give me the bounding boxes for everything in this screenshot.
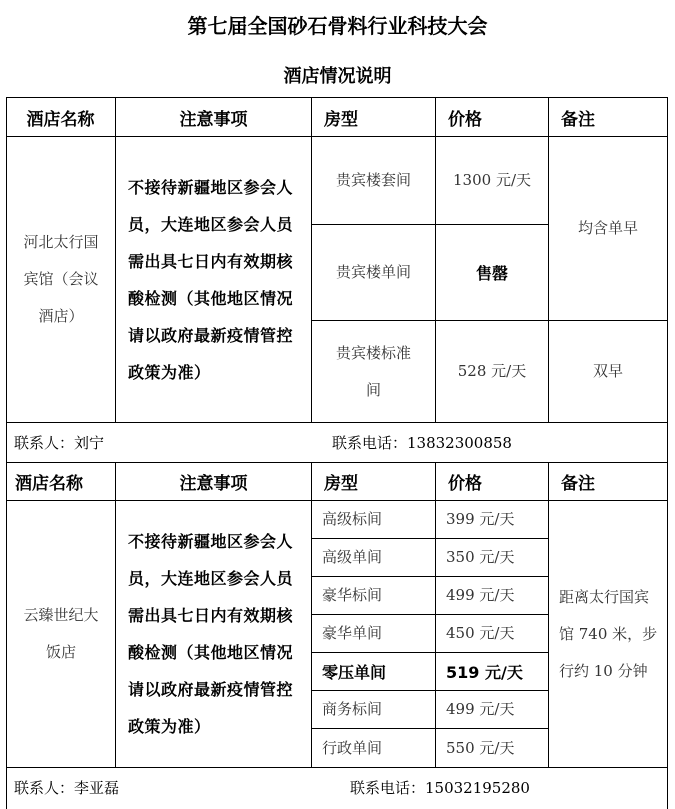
hotel1-contact: 联系人：刘宁 — [14, 434, 105, 452]
header-hotel-name: 酒店名称 — [26, 109, 95, 130]
hotel1-name: 河北太行国宾馆（会议酒店） — [23, 233, 99, 325]
document-subtitle: 酒店情况说明 — [283, 66, 392, 87]
table-line-hotel1-bottom — [6, 422, 668, 423]
hotel2-remark: 距离太行国宾馆 740 米，步行约 10 分钟 — [559, 587, 658, 680]
hotel1-room-type: 贵宾楼套间 — [335, 171, 411, 189]
hotel2-room-type: 商务标间 — [322, 700, 383, 718]
hotel2-contact: 联系人：李亚磊 — [14, 779, 120, 797]
table-line-hotel2-bottom — [6, 767, 668, 768]
hotel2-room-type: 行政单间 — [322, 738, 383, 757]
hotel1-room-price: 1300 元/天 — [453, 171, 531, 189]
hotel2-room-price-highlight: 519 元/天 — [446, 663, 523, 682]
header-price: 价格 — [448, 474, 482, 494]
hotel2-room-price: 550 元/天 — [446, 738, 515, 757]
table-border-right — [667, 97, 668, 809]
hotel2-room-price: 350 元/天 — [446, 548, 515, 566]
header-room-type: 房型 — [324, 109, 358, 130]
hotel2-room-price: 450 元/天 — [446, 624, 515, 642]
hotel1-phone: 联系电话：13832300858 — [332, 434, 512, 452]
hotel2-room-type-highlight: 零压单间 — [322, 663, 387, 682]
header-price: 价格 — [448, 109, 482, 130]
hotel2-phone: 联系电话：15032195280 — [350, 779, 530, 797]
hotel1-notice: 不接待新疆地区参会人员，大连地区参会人员需出具七日内有效期核酸检测（其他地区情况请以政府最新疫情管控政策为准） — [128, 177, 294, 382]
hotel2-room-type: 豪华单间 — [322, 624, 383, 642]
hotel1-remark-bottom: 双早 — [592, 362, 623, 380]
header-notes: 注意事项 — [179, 474, 248, 494]
hotel2-room-price: 399 元/天 — [446, 510, 515, 528]
hotel1-remark-top: 均含单早 — [577, 219, 638, 237]
hotel1-room-type: 贵宾楼标准间 — [335, 343, 411, 399]
hotel2-name: 云臻世纪大饭店 — [23, 606, 99, 661]
header-hotel-name: 酒店名称 — [15, 474, 83, 494]
hotel2-room-type: 高级单间 — [322, 548, 383, 566]
hotel1-room-price-sold-out: 售罄 — [475, 264, 508, 283]
header-notes: 注意事项 — [179, 109, 248, 130]
hotel2-room-type: 豪华标间 — [322, 586, 383, 604]
hotel2-notice: 不接待新疆地区参会人员，大连地区参会人员需出具七日内有效期核酸检测（其他地区情况请以政府最新疫情管控政策为准） — [128, 532, 294, 736]
hotel2-room-price: 499 元/天 — [446, 700, 515, 718]
header-remarks: 备注 — [561, 109, 595, 130]
hotel1-room-type: 贵宾楼单间 — [335, 263, 411, 281]
header-room-type: 房型 — [324, 474, 358, 494]
header-remarks: 备注 — [561, 474, 595, 494]
hotel1-room-price: 528 元/天 — [457, 362, 527, 380]
document-title: 第七届全国砂石骨料行业科技大会 — [187, 14, 488, 38]
hotel2-room-type: 高级标间 — [322, 510, 383, 528]
hotel2-room-price: 499 元/天 — [446, 586, 515, 604]
